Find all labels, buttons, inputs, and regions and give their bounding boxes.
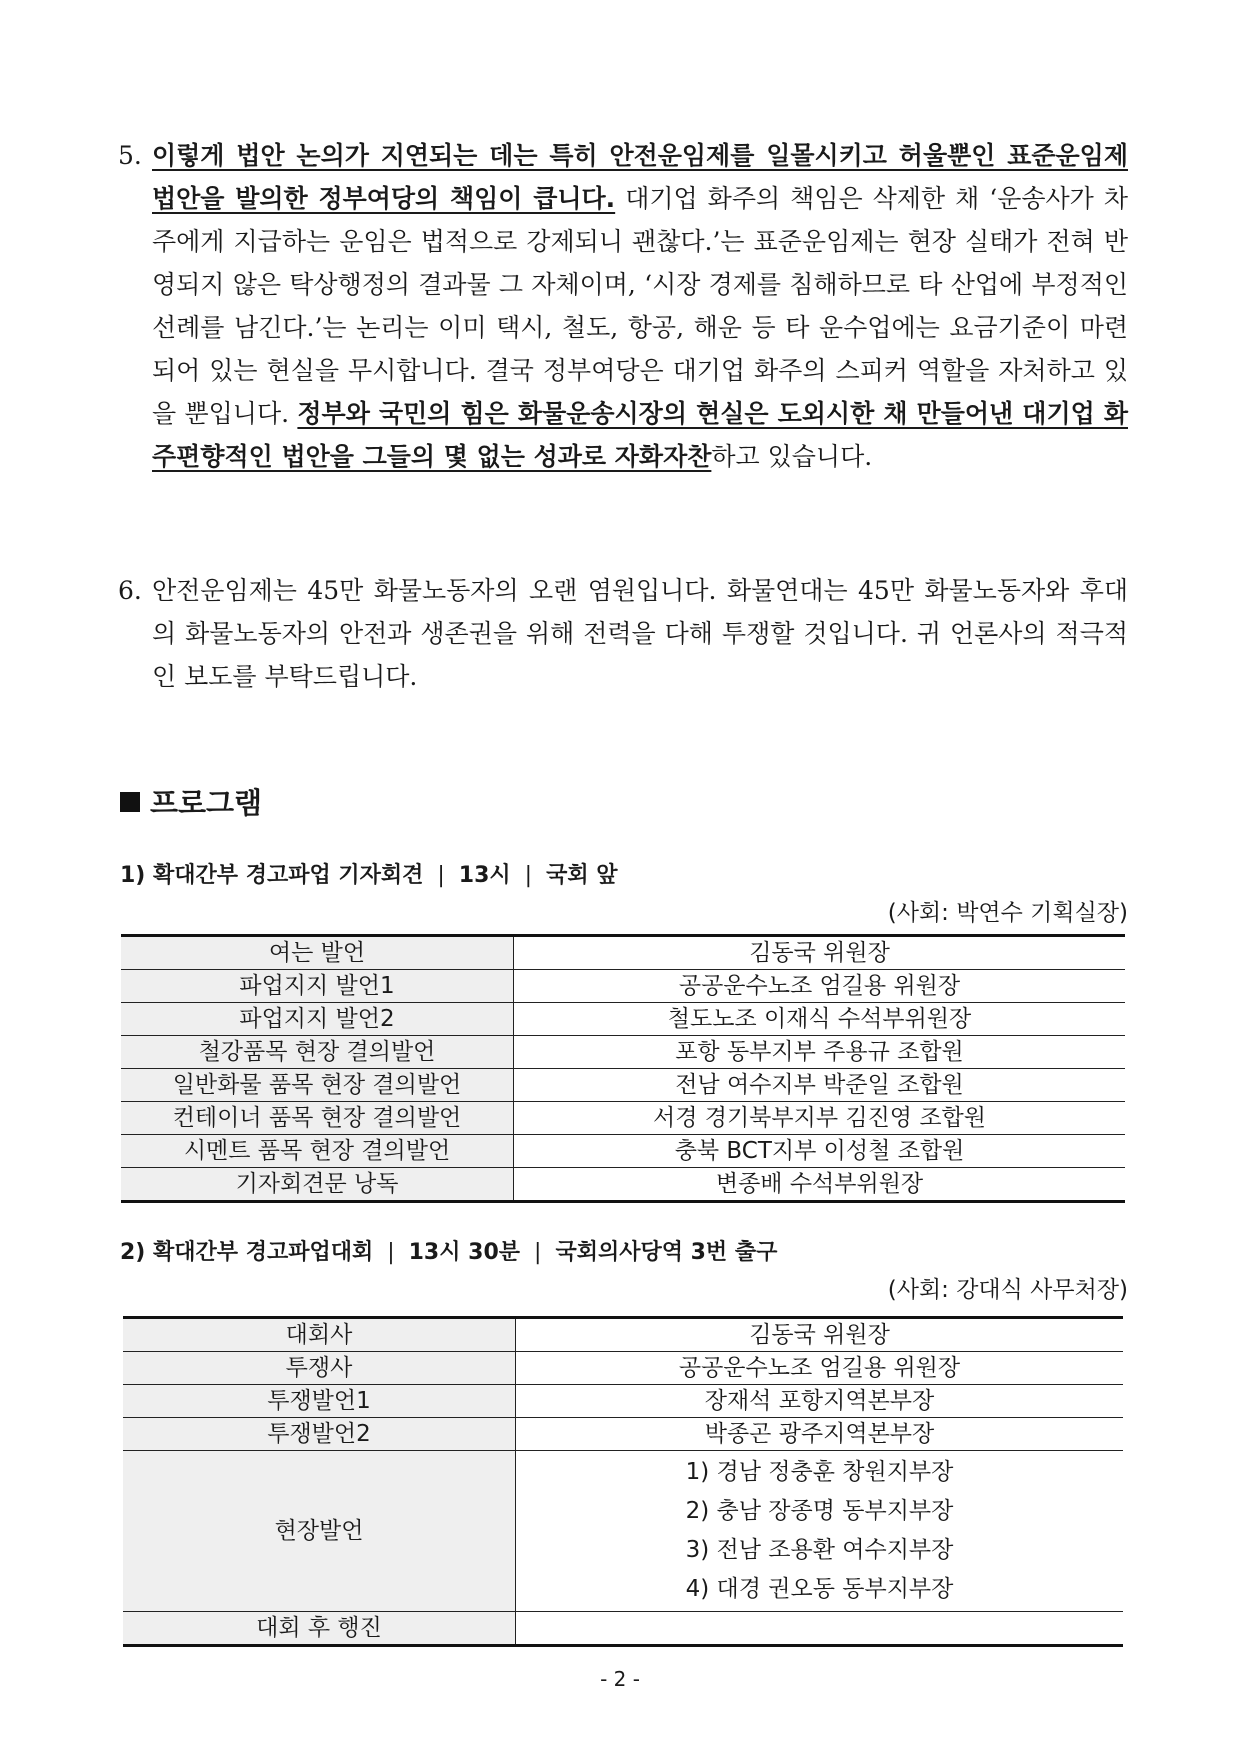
- square-bullet-icon: [120, 792, 140, 812]
- item-cell: 여는 발언: [121, 936, 514, 970]
- speaker-line: 2) 충남 장종명 동부지부장: [685, 1498, 954, 1524]
- item-cell: 시멘트 품목 현장 결의발언: [121, 1135, 514, 1168]
- item-cell: 투쟁발언1: [123, 1385, 516, 1418]
- program-1-mc: (사회: 박연수 기획실장): [887, 900, 1128, 926]
- paragraph-6: [118, 569, 1128, 698]
- item-cell: 철강품목 현장 결의발언: [121, 1036, 514, 1069]
- program-2-heading: [120, 1235, 777, 1266]
- table-row: [123, 1451, 1123, 1612]
- item-cell: 기자회견문 낭독: [121, 1168, 514, 1202]
- section-heading: [120, 781, 262, 822]
- speaker-line: 1) 경남 정충훈 창원지부장: [685, 1459, 954, 1485]
- speaker-cell: 서경 경기북부지부 김진영 조합원: [514, 1102, 1126, 1135]
- speaker-cell: 변종배 수석부위원장: [514, 1168, 1126, 1202]
- item-cell: 컨테이너 품목 현장 결의발언: [121, 1102, 514, 1135]
- paragraph-5: [118, 134, 1128, 478]
- speaker-cell: [516, 1612, 1124, 1646]
- table-row: [121, 1168, 1125, 1202]
- program-title: 2) 확대간부 경고파업대회: [120, 1240, 374, 1265]
- program-1-heading: [120, 858, 618, 889]
- speaker-line: 4) 대경 권오동 동부지부장: [685, 1576, 954, 1602]
- program-time: 13시: [458, 863, 511, 888]
- speaker-cell: 장재석 포항지역본부장: [516, 1385, 1124, 1418]
- item-cell: 대회 후 행진: [123, 1612, 516, 1646]
- body-text: 하고 있습니다.: [711, 442, 873, 471]
- table-row: [121, 1069, 1125, 1102]
- section-title: 프로그램: [150, 786, 263, 820]
- program-title: 1) 확대간부 경고파업 기자회견: [120, 863, 424, 888]
- speaker-cell: 김동국 위원장: [516, 1318, 1124, 1352]
- speaker-cell: 철도노조 이재식 수석부위원장: [514, 1003, 1126, 1036]
- table-row: [123, 1612, 1123, 1646]
- paragraph-body: 안전운임제는 45만 화물노동자의 오랜 염원입니다. 화물연대는 45만 화물노동자와 후대의 화물노동자의 안전과 생존권을 위해 전력을 다해 투쟁할 것입니다. 귀 언론사의 적극적인 보도를 부탁드립니다.: [152, 576, 1128, 691]
- speaker-cell: 공공운수노조 엄길용 위원장: [514, 970, 1126, 1003]
- table-row: [121, 1003, 1125, 1036]
- table-row: [121, 970, 1125, 1003]
- speaker-cell: 포항 동부지부 주용규 조합원: [514, 1036, 1126, 1069]
- separator: |: [524, 863, 533, 888]
- item-cell: 투쟁발언2: [123, 1418, 516, 1451]
- body-text: 대기업 화주의 책임은 삭제한 채 ‘운송사가 차주에게 지급하는 운임은 법적으로 강제되니 괜찮다.’는 표준운임제는 현장 실태가 전혀 반영되지 않은 탁상행정의 결과물 그 자체이며, ‘시장 경제를 침해하므로 타 산업에 부정적인 선례를 남긴다.’는 논리는 이미 택시, 철도, 항공, 해운 등 타 운수업에는 요금기준이 마련되어 있는 현실을 무시합니다. 결국 정부여당은 대기업 화주의 스피커 역할을 자처하고 있을 뿐입니다.: [152, 184, 1128, 428]
- table-row: [121, 1102, 1125, 1135]
- table-row: [123, 1418, 1123, 1451]
- item-cell: 일반화물 품목 현장 결의발언: [121, 1069, 514, 1102]
- emphasis-text: 이렇게 법안 논의가 지연되는 데는 특히 안전운임제를 일몰시키고 허울뿐인 표준운임제 법안을 발의한 정부여당의 책임이 큽니다.: [152, 141, 1128, 213]
- item-cell: 파업지지 발언2: [121, 1003, 514, 1036]
- speaker-cell: 충북 BCT지부 이성철 조합원: [514, 1135, 1126, 1168]
- table-row: [121, 1135, 1125, 1168]
- table-row: [123, 1352, 1123, 1385]
- program-2-table: [123, 1316, 1123, 1647]
- table-row: [121, 936, 1125, 970]
- separator: |: [387, 1240, 395, 1265]
- item-cell: 대회사: [123, 1318, 516, 1352]
- program-1-table: [121, 934, 1125, 1203]
- speaker-cell: 김동국 위원장: [514, 936, 1126, 970]
- paragraph-number: 5.: [118, 141, 142, 170]
- speaker-cell: 박종곤 광주지역본부장: [516, 1418, 1124, 1451]
- item-cell: 현장발언: [123, 1451, 516, 1612]
- speaker-cell: 전남 여수지부 박준일 조합원: [514, 1069, 1126, 1102]
- item-cell: 투쟁사: [123, 1352, 516, 1385]
- table-row: [121, 1036, 1125, 1069]
- table-row: [123, 1318, 1123, 1352]
- program-2-mc: (사회: 강대식 사무처장): [887, 1277, 1128, 1303]
- page-number: - 2 -: [600, 1667, 640, 1691]
- speaker-cell: [516, 1451, 1124, 1612]
- speaker-line: 3) 전남 조용환 여수지부장: [685, 1537, 954, 1563]
- separator: |: [534, 1240, 542, 1265]
- paragraph-body: [152, 134, 1128, 478]
- paragraph-number: 6.: [118, 576, 142, 605]
- separator: |: [437, 863, 445, 888]
- item-cell: 파업지지 발언1: [121, 970, 514, 1003]
- table-row: [123, 1385, 1123, 1418]
- program-time: 13시 30분: [408, 1240, 521, 1265]
- speaker-cell: 공공운수노조 엄길용 위원장: [516, 1352, 1124, 1385]
- program-place: 국회 앞: [546, 863, 618, 888]
- program-place: 국회의사당역 3번 출구: [555, 1240, 778, 1265]
- emphasis-text: 정부와 국민의 힘은 화물운송시장의 현실은 도외시한 채 만들어낸 대기업 화주편향적인 법안을 그들의 몇 없는 성과로 자화자찬: [152, 399, 1128, 471]
